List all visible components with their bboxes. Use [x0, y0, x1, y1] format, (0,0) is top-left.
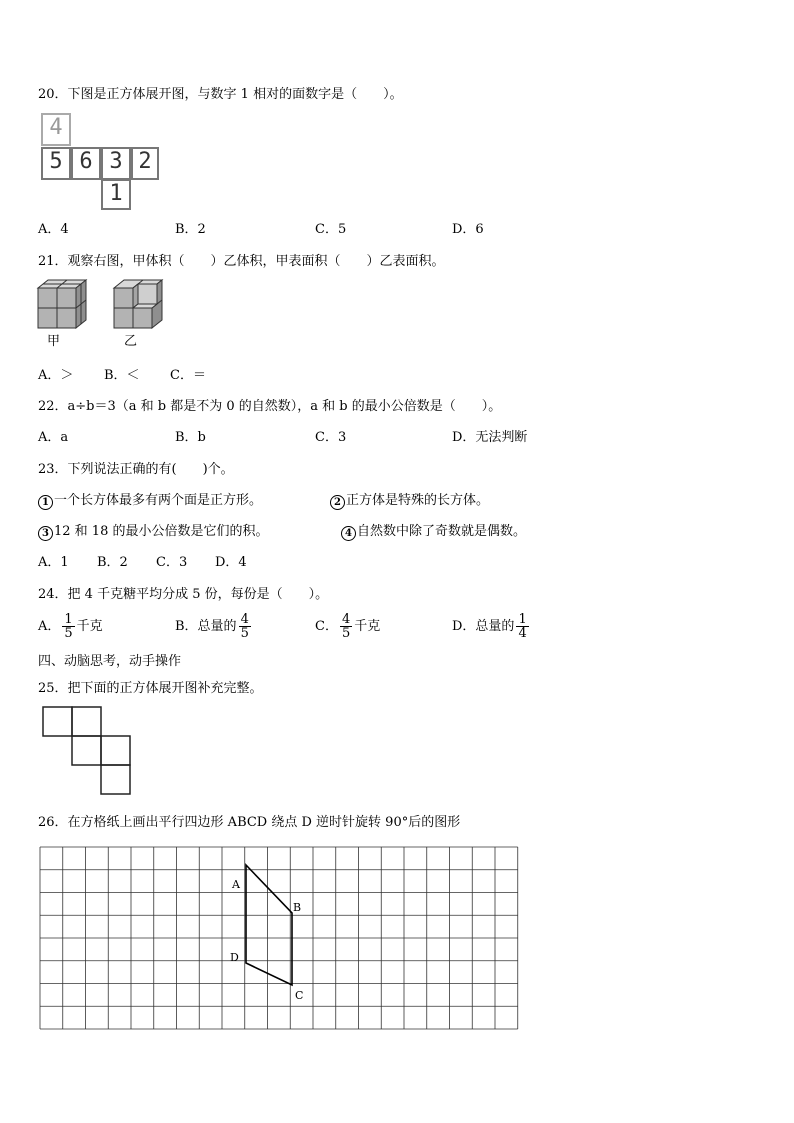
q24-option-a: A． $\frac{1}{5}$ 千克 — [38, 612, 103, 641]
q21-label-yi: 乙 — [124, 334, 138, 349]
vertex-label-a: A — [232, 878, 240, 891]
q20-cube-net — [40, 112, 160, 212]
q20-option-a: A．4 — [38, 222, 69, 237]
q24-option-b: B．总量的 $\frac{4}{5}$ — [175, 612, 249, 641]
q24-option-d: D．总量的 $\frac{1}{4}$ — [452, 612, 527, 641]
circled-number-4: 4 — [341, 526, 356, 541]
cube-jia — [38, 280, 86, 328]
q22-option-c: C．3 — [315, 430, 347, 445]
net-face-1: 5 — [41, 147, 71, 180]
cube-yi — [114, 280, 162, 328]
q21-option-c: C．＝ — [170, 368, 206, 383]
q23-option-a: A．1 — [38, 555, 69, 570]
net-face-4: 2 — [131, 147, 159, 180]
net-face-2: 6 — [71, 147, 101, 180]
q20-option-d: D．6 — [452, 222, 484, 237]
q23-option-b: B．2 — [97, 555, 128, 570]
q25-partial-net — [40, 704, 132, 798]
net-face-bottom: 1 — [101, 179, 131, 210]
q20-option-b: B．2 — [175, 222, 206, 237]
q21-option-b: B．＜ — [104, 368, 140, 383]
vertex-label-c: C — [295, 989, 304, 1002]
q22-option-d: D．无法判断 — [452, 430, 528, 445]
section-title: 四、动脑思考，动手操作 — [38, 654, 182, 669]
q23-option-c: C．3 — [156, 555, 188, 570]
q26-grid-paper[interactable] — [38, 845, 522, 1035]
q26-text: 26．在方格纸上画出平行四边形 ABCD 绕点 D 逆时针旋转 90°后的图形 — [38, 815, 461, 830]
q23-statement-3: 3 12 和 18 的最小公倍数是它们的积。 — [38, 520, 268, 541]
fraction-1-5: $\frac{1}{5}$ — [64, 612, 73, 641]
q23-statement-4: 4 自然数中除了奇数就是偶数。 — [341, 520, 526, 541]
net-face-top: 4 — [41, 113, 71, 146]
q23-statement-2: 2 正方体是特殊的长方体。 — [330, 489, 489, 510]
q22-option-a: A．a — [38, 430, 69, 445]
net-face-3: 3 — [101, 147, 131, 180]
q20-option-c: C．5 — [315, 222, 347, 237]
q24-option-c: C． $\frac{4}{5}$ 千克 — [315, 612, 381, 641]
q21-option-a: A．＞ — [38, 368, 74, 383]
parallelogram-abcd — [246, 865, 292, 985]
q23-statement-1: 1 一个长方体最多有两个面是正方形。 — [38, 489, 262, 510]
q25-text: 25．把下面的正方体展开图补充完整。 — [38, 681, 263, 696]
vertex-label-b: B — [293, 901, 302, 914]
q22-option-b: B．b — [175, 430, 206, 445]
q23-text: 23．下列说法正确的有( )个。 — [38, 462, 234, 477]
fraction-4-5: $\frac{4}{5}$ — [240, 612, 249, 641]
grid-lines — [40, 847, 518, 1029]
q24-text: 24．把 4 千克糖平均分成 5 份，每份是（ ）。 — [38, 587, 329, 602]
q23-option-d: D．4 — [215, 555, 247, 570]
vertex-label-d: D — [230, 951, 239, 964]
q21-text: 21．观察右图，甲体积（ ）乙体积，甲表面积（ ）乙表面积。 — [38, 254, 445, 269]
q21-cube-figures — [34, 278, 170, 334]
q20-text: 20．下图是正方体展开图，与数字 1 相对的面数字是（ ）。 — [38, 87, 403, 102]
fraction-4-5: $\frac{4}{5}$ — [341, 612, 351, 641]
circled-number-3: 3 — [38, 526, 53, 541]
q22-text: 22．a÷b＝3（a 和 b 都是不为 0 的自然数），a 和 b 的最小公倍数是（ ）。 — [38, 399, 502, 414]
circled-number-2: 2 — [330, 495, 345, 510]
q21-label-jia: 甲 — [47, 334, 61, 349]
circled-number-1: 1 — [38, 495, 53, 510]
fraction-1-4: $\frac{1}{4}$ — [518, 612, 527, 641]
